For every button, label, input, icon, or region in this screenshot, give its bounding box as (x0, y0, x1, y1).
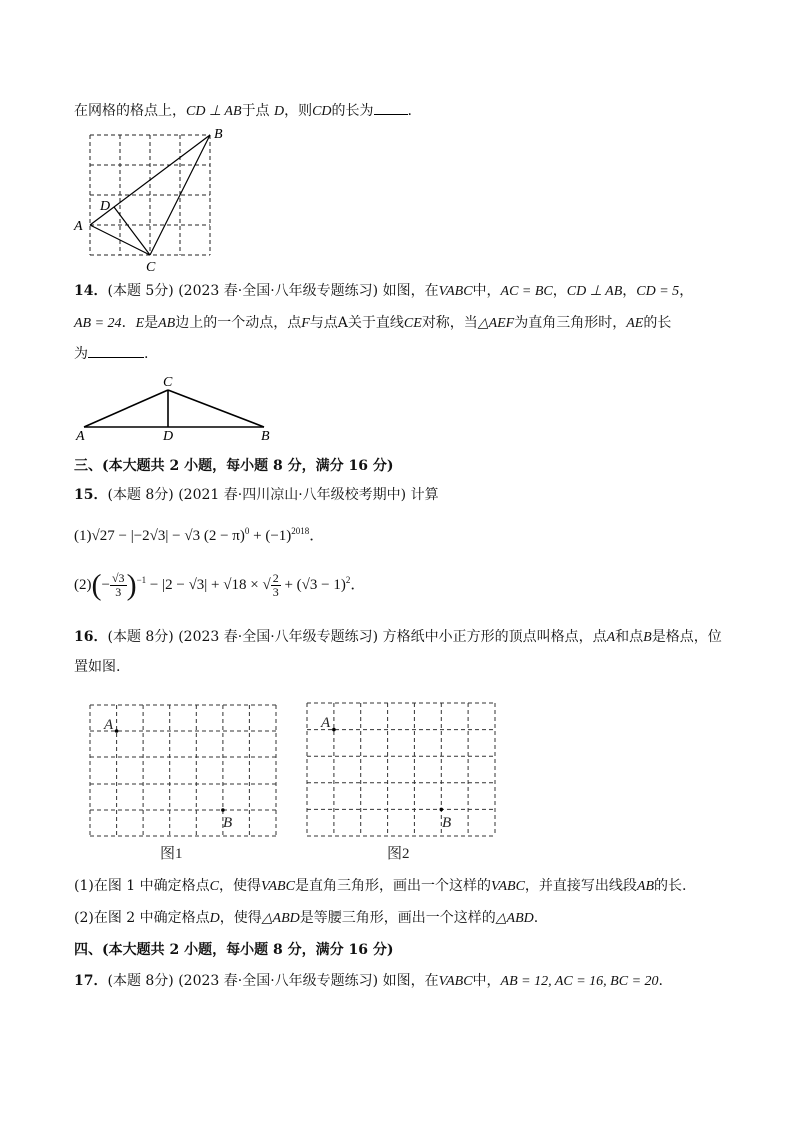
q17-end: . (658, 973, 663, 989)
q14-symmetric: 对称，当 (421, 315, 478, 331)
q17-triangle: VABC (438, 974, 473, 989)
q15-part2-tail: + (√3 − 1) (280, 577, 346, 593)
q14-cond-cd: CD = 5 (636, 284, 680, 299)
q14-about-line: 关于直线 (347, 315, 404, 331)
q13-grid-figure (70, 126, 223, 275)
q16-s1-point-c: C (209, 879, 219, 894)
q14-point-f: F (301, 316, 310, 331)
q15-part2-end: ． (350, 577, 366, 593)
q15-part1 (74, 521, 324, 546)
q15-part2-exp2: 2 (345, 575, 351, 585)
q14-right-triangle: 为直角三角形时， (514, 315, 627, 331)
q13-at-point: 于点 (241, 103, 270, 119)
label-a: A (76, 429, 85, 444)
q13-end: . (407, 103, 412, 119)
q14-line3 (74, 344, 148, 364)
label-c: C (146, 260, 156, 275)
q16-s1-prefix: (1)在图 1 中确定格点 (74, 878, 210, 894)
fig1-caption: 图1 (160, 846, 183, 862)
q16-point-b: B (643, 630, 652, 645)
q17-in: 中， (472, 973, 501, 989)
q15-part2-label: (2) (74, 577, 92, 593)
q16-s1-write: ，并直接写出线段 (524, 878, 637, 894)
q14-sep1: ， (552, 283, 567, 299)
q14-cond-ab: AB = 24 (74, 316, 122, 331)
q15-part2-frac2-den: 3 (272, 585, 279, 600)
q16-s1-right: 是直角三角形，画出一个这样的 (294, 878, 491, 894)
q15-part2-lparen: ( (91, 568, 102, 602)
q16-s2-point-d: D (209, 911, 220, 926)
label-d: D (100, 199, 111, 214)
label-b: B (442, 815, 452, 831)
q14-in: 中， (472, 283, 501, 299)
q16-s1-ab: AB (636, 879, 655, 894)
q15-part2-frac-num: √3 (111, 571, 125, 586)
q16-meta: (本题 8分) (2023 春·全国·八年级专题练习) 方格纸中小正方形的顶点叫格点，点 (107, 629, 607, 645)
q14-triangle: VABC (438, 284, 473, 299)
label-a: A (104, 717, 114, 733)
q16-subq2 (74, 908, 538, 929)
q14-sep2: ， (622, 283, 637, 299)
q14-triangle-figure (70, 372, 280, 444)
label-a: A (321, 715, 331, 731)
q16-s1-triangle: VABC (260, 879, 295, 894)
q14-cond-perp: CD ⊥ AB (566, 284, 623, 299)
q17-conditions: AB = 12, AC = 16, BC = 20 (500, 974, 659, 989)
q15-part1-end: ． (309, 528, 325, 544)
q17-line1 (74, 971, 663, 992)
fig2-caption: 图2 (387, 846, 410, 862)
q16-s2-triangle: △ABD (261, 911, 300, 926)
point-b-dot[interactable] (221, 808, 225, 812)
q15-part2-fraction (110, 572, 127, 599)
q15-meta: (本题 8分) (2021 春·四川凉山·八年级校考期中) 计算 (107, 487, 439, 503)
q13-perp-expr: CD ⊥ AB (186, 104, 242, 119)
q13-prefix: 在网格的格点上， (74, 103, 186, 119)
q15-line1 (74, 485, 439, 505)
q14-period: ． (121, 315, 136, 331)
q16-figure-1 (86, 700, 286, 866)
q15-part2 (74, 562, 365, 604)
q15-part1-plus: + (−1) (249, 528, 292, 544)
q13-then: ，则 (284, 103, 313, 119)
q14-cond-ac-bc: AC = BC (500, 284, 553, 299)
q14-ae: AE (626, 316, 644, 331)
q16-s2-prefix: (2)在图 2 中确定格点 (74, 910, 210, 926)
q14-line2 (74, 313, 671, 334)
q13-length-is: 的长为 (331, 103, 374, 119)
q13-text (74, 101, 412, 122)
point-b-dot[interactable] (440, 808, 444, 812)
q16-s1-triangle2: VABC (490, 879, 525, 894)
section-3-heading: 三、(本大题共 2 小题，每小题 8 分，满分 16 分) (74, 458, 394, 474)
q16-line2: 置如图. (74, 659, 121, 675)
q14-and-point: 与点 (309, 315, 338, 331)
label-b: B (261, 429, 270, 444)
q14-number: 14． (74, 283, 108, 299)
q16-and-point: 和点 (615, 629, 644, 645)
q16-s2-end: . (533, 910, 539, 926)
q14-sep3: ， (679, 283, 694, 299)
q14-is: 是 (144, 315, 159, 331)
q17-number: 17． (74, 973, 108, 989)
q17-meta: (本题 8分) (2023 春·全国·八年级专题练习) 如图，在 (107, 973, 439, 989)
q14-ab: AB (158, 316, 176, 331)
q13-point-d: D (273, 104, 285, 119)
q14-answer-blank[interactable] (88, 345, 144, 358)
q14-moving-point: 边上的一个动点，点 (175, 315, 302, 331)
q15-part2-mid: − |2 − √3| + √18 × √ (146, 577, 271, 593)
q15-part2-fraction2 (271, 572, 281, 599)
point-a-dot[interactable] (332, 728, 336, 732)
q13-cd: CD (312, 104, 332, 119)
q15-part2-frac-den: 3 (115, 585, 122, 600)
q14-line1 (74, 281, 693, 302)
q14-point-a: A (337, 315, 348, 331)
q16-figure-2 (303, 700, 503, 866)
label-b: B (223, 815, 233, 831)
segment-cd (114, 207, 150, 255)
q14-end: . (144, 346, 149, 362)
q16-subq1 (74, 876, 686, 897)
q15-part2-frac2-num: 2 (272, 571, 279, 586)
q15-part2-rparen: ) (126, 568, 137, 602)
q14-length: 的长 (643, 315, 672, 331)
segment-bc (168, 390, 264, 427)
q16-s2-triangle2: △ABD (495, 911, 534, 926)
section-4-heading: 四、(本大题共 2 小题，每小题 8 分，满分 16 分) (74, 942, 394, 958)
q13-answer-blank[interactable] (374, 102, 408, 115)
q16-number: 16． (74, 629, 108, 645)
q16-point-a: A (606, 630, 616, 645)
q15-part2-neg: − (101, 577, 110, 593)
q14-point-e: E (135, 316, 145, 331)
q16-s2-make: ，使得 (219, 910, 262, 926)
fig1-grid (90, 705, 276, 836)
q14-ce: CE (403, 316, 422, 331)
label-a: A (74, 219, 83, 234)
q16-s1-make: ，使得 (218, 878, 261, 894)
q15-part1-expr: √27 − |−2√3| − √3 (2 − π) (91, 528, 245, 544)
label-d: D (163, 429, 174, 444)
q15-part1-exp: 2018 (291, 526, 310, 536)
label-b: B (214, 127, 223, 142)
q16-are-lattice: 是格点，位 (651, 629, 722, 645)
q15-part1-exp0: 0 (244, 526, 250, 536)
q14-aef: △AEF (477, 316, 515, 331)
q16-s1-end: 的长. (654, 878, 687, 894)
q15-number: 15． (74, 487, 108, 503)
q15-part1-label: (1) (74, 528, 92, 544)
fig2-grid (307, 703, 495, 836)
q13-grid (90, 135, 210, 255)
q14-is-answer: 为 (74, 346, 88, 362)
point-a-dot[interactable] (115, 729, 119, 733)
segment-ac (84, 390, 168, 427)
q15-part2-exp: −1 (136, 575, 147, 585)
q16-s2-isosceles: 是等腰三角形，画出一个这样的 (299, 910, 496, 926)
q14-meta: (本题 5分) (2023 春·全国·八年级专题练习) 如图，在 (107, 283, 439, 299)
label-c: C (163, 375, 173, 390)
q16-line1 (74, 627, 722, 648)
